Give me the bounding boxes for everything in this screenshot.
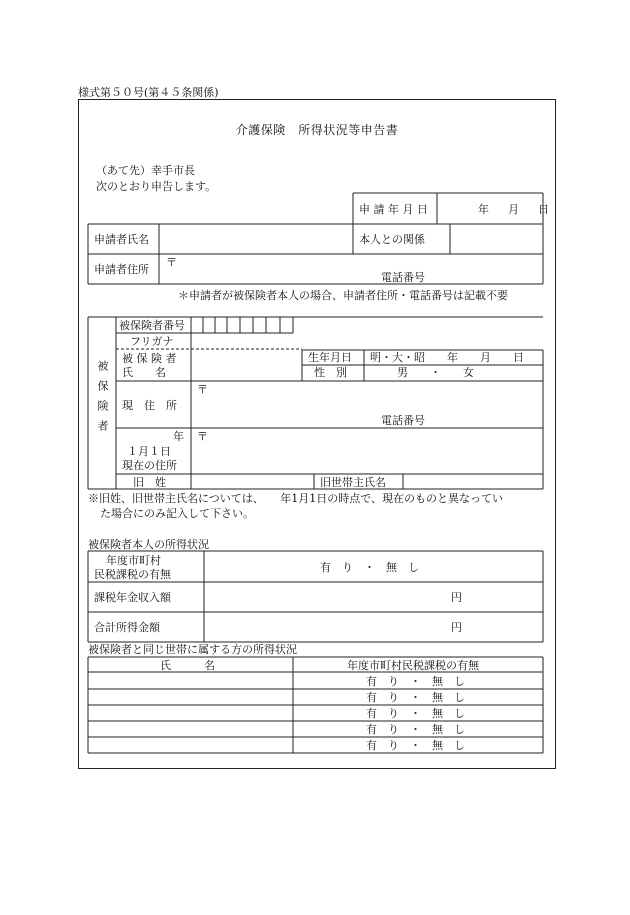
application-date-label: 申 請 年 月 日 (359, 203, 428, 216)
prev-address-label-3: 現在の住所 (122, 459, 177, 472)
applicant-address-label: 申請者住所 (94, 263, 149, 276)
prev-address-label-1: 年 (173, 430, 184, 443)
insured-name-label-2: 氏 名 (122, 366, 166, 379)
household-row-tax[interactable]: 有 り ・ 無 し (366, 691, 465, 704)
birth-value[interactable]: 明・大・昭 年 月 日 (370, 351, 524, 364)
applicant-phone-label: 電話番号 (381, 271, 425, 284)
tax-value[interactable]: 有 り ・ 無 し (320, 561, 419, 574)
insured-phone-label: 電話番号 (381, 414, 425, 427)
application-date-value[interactable]: 年 月 日 (478, 203, 553, 216)
household-section-title: 被保険者と同じ世帯に属する方の所得状況 (88, 643, 297, 656)
insured-number-label: 被保険者番号 (119, 319, 185, 332)
sex-label: 性 別 (314, 366, 347, 379)
tax-label-1: 年度市町村 (106, 554, 161, 567)
household-row-tax[interactable]: 有 り ・ 無 し (366, 675, 465, 688)
pension-unit: 円 (451, 591, 462, 604)
household-col-tax: 年度市町村民税課税の有無 (347, 659, 479, 672)
household-col-name: 氏 名 (160, 659, 215, 672)
tax-label-2: 民税課税の有無 (94, 568, 171, 581)
birth-label: 生年月日 (308, 351, 352, 364)
relation-label: 本人との関係 (359, 233, 425, 246)
insured-section-label: 被保険者 (96, 360, 109, 440)
current-address-label: 現 住 所 (122, 399, 177, 412)
applicant-note: ＊申請者が被保険者本人の場合、申請者住所・電話番号は記載不要 (178, 289, 508, 302)
household-row-tax[interactable]: 有 り ・ 無 し (366, 707, 465, 720)
insured-note-line1: ※旧姓、旧世帯主氏名については、 年1月1日の時点で、現在のものと異なってい (88, 492, 504, 505)
addressee: （あて先）幸手市長 (96, 164, 195, 177)
prev-address-label-2: １月１日 (127, 445, 171, 458)
form-number: 様式第５０号(第４５条関係) (78, 86, 219, 99)
insured-name-label-1: 被 保 険 者 (122, 352, 177, 365)
applicant-postal-mark: 〒 (166, 256, 177, 269)
relation-field[interactable] (451, 225, 542, 253)
current-postal-mark: 〒 (197, 383, 208, 396)
form-title: 介護保険 所得状況等申告書 (235, 123, 399, 137)
old-head-label: 旧世帯主氏名 (320, 476, 386, 489)
total-income-unit: 円 (451, 621, 462, 634)
insured-note-line2: た場合にのみ記入して下さい。 (100, 507, 254, 520)
furigana-label: フリガナ (130, 335, 174, 348)
income-section-title: 被保険者本人の所得状況 (88, 538, 209, 551)
applicant-name-field[interactable] (160, 225, 352, 253)
intro-text: 次のとおり申告します。 (96, 180, 217, 193)
old-surname-label: 旧 姓 (133, 476, 166, 489)
prev-postal-mark: 〒 (197, 430, 208, 443)
household-row-tax[interactable]: 有 り ・ 無 し (366, 723, 465, 736)
sex-value[interactable]: 男 ・ 女 (397, 366, 474, 379)
total-income-label: 合計所得金額 (94, 621, 160, 634)
applicant-name-label: 申請者氏名 (94, 233, 149, 246)
pension-label: 課税年金収入額 (94, 591, 171, 604)
household-row-tax[interactable]: 有 り ・ 無 し (366, 739, 465, 752)
